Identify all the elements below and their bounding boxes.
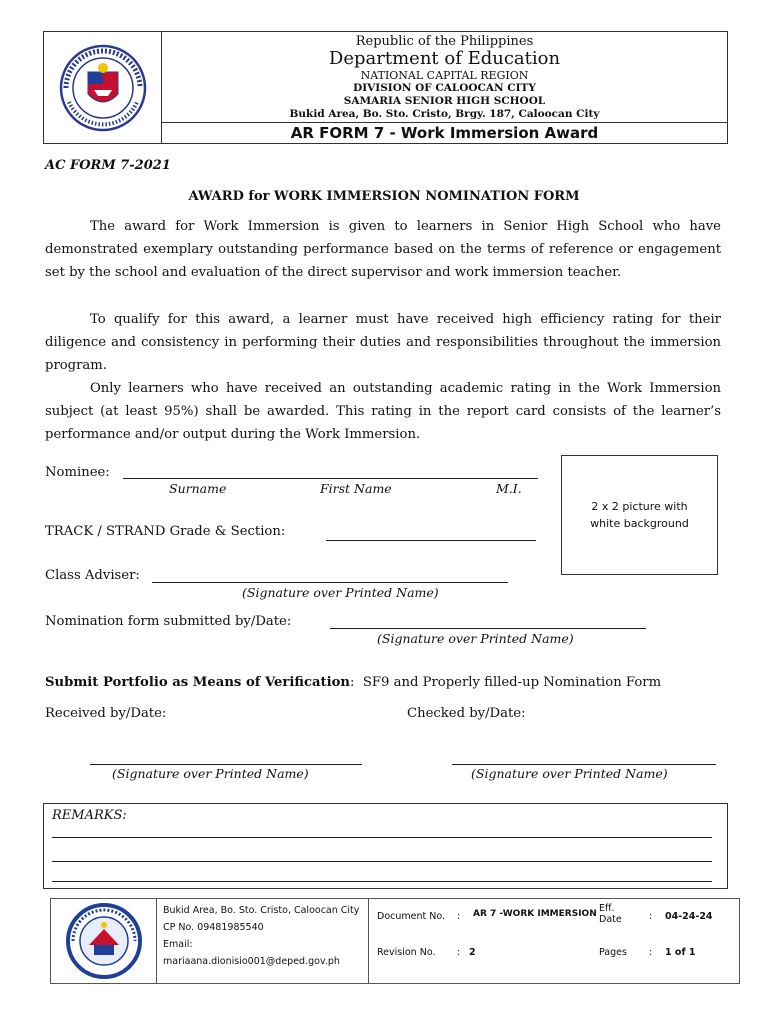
remarks-line-2[interactable] — [52, 847, 712, 862]
photo-box — [561, 455, 718, 575]
eff-date-label: Eff. Date — [599, 903, 622, 925]
adviser-label: Class Adviser: — [45, 568, 140, 583]
eff-date-colon: : — [649, 911, 653, 922]
pages-value: 1 of 1 — [665, 947, 696, 958]
footer-address: Bukid Area, Bo. Sto. Cristo, Caloocan City — [163, 905, 360, 916]
doc-info-cell — [369, 899, 739, 983]
portfolio-line: Submit Portfolio as Means of Verification: SF9 and Properly filled-up Nomination Form — [45, 675, 662, 690]
doc-no-value: AR 7 -WORK IMMERSION — [473, 909, 597, 919]
checked-label: Checked by/Date: — [407, 706, 526, 721]
doc-no-colon: : — [457, 911, 461, 922]
deped-seal-icon — [44, 32, 162, 143]
school-address: Bukid Area, Bo. Sto. Cristo, Brgy. 187, Caloocan City — [289, 108, 600, 120]
received-signature-line[interactable] — [90, 750, 362, 765]
department-title: Department of Education — [328, 48, 561, 69]
submitted-signature-caption: (Signature over Printed Name) — [377, 631, 574, 646]
remarks-line-3[interactable] — [52, 869, 712, 882]
deped-logo-cell — [44, 32, 162, 143]
checked-signature-caption: (Signature over Printed Name) — [471, 766, 668, 781]
first-name-caption: First Name — [320, 481, 392, 496]
surname-caption: Surname — [169, 481, 227, 496]
header-box — [43, 31, 728, 144]
pages-colon: : — [649, 947, 653, 958]
received-label: Received by/Date: — [45, 706, 167, 721]
portfolio-label: Submit Portfolio as Means of Verification — [45, 675, 351, 690]
remarks-box — [43, 803, 728, 889]
submitted-label: Nomination form submitted by/Date: — [45, 614, 292, 629]
remarks-label: REMARKS: — [52, 808, 127, 823]
republic-text: Republic of the Philippines — [355, 34, 534, 49]
footer-box — [50, 898, 740, 984]
mi-caption: M.I. — [496, 481, 522, 496]
nominee-input-line[interactable] — [123, 464, 538, 479]
adviser-signature-caption: (Signature over Printed Name) — [242, 585, 439, 600]
form-title: AR FORM 7 - Work Immersion Award — [162, 122, 727, 143]
school-logo-cell — [51, 899, 157, 983]
revision-colon: : — [457, 947, 461, 958]
remarks-line-1[interactable] — [52, 823, 712, 838]
paragraph-3: Only learners who have received an outstanding academic rating in the Work Immersion subject (at least 95%) shall be awarded. This rating in the report card consists of the learner’s performance and/or output during the Work Immersion. — [45, 381, 721, 443]
school-name: SAMARIA SENIOR HIGH SCHOOL — [343, 95, 546, 107]
track-label: TRACK / STRAND Grade & Section: — [45, 524, 286, 539]
paragraph-1: The award for Work Immersion is given to learners in Senior High School who have demonstrated exemplary outstanding performance based on the terms of reference or engagement set by the school and evaluation of the direct supervisor and work immersion teacher. — [45, 219, 721, 281]
track-input-line[interactable] — [326, 526, 536, 541]
header-text — [162, 32, 727, 122]
footer-cp: CP No. 09481985540 — [163, 922, 264, 933]
footer-email[interactable]: mariaana.dionisio001@deped.gov.ph — [163, 956, 340, 967]
region-text: NATIONAL CAPITAL REGION — [360, 69, 529, 82]
pages-label: Pages — [599, 947, 627, 958]
eff-date-value: 04-24-24 — [665, 911, 713, 922]
received-signature-caption: (Signature over Printed Name) — [112, 766, 309, 781]
paragraph-2: To qualify for this award, a learner must have received high efficiency rating for their diligence and consistency in performing their duties and responsibilities throughout the immersion program. — [45, 312, 721, 374]
footer-email-label: Email: — [163, 939, 193, 950]
portfolio-value: SF9 and Properly filled-up Nomination Form — [362, 675, 662, 690]
adviser-input-line[interactable] — [152, 568, 508, 583]
division-text: DIVISION OF CALOOCAN CITY — [353, 82, 536, 94]
nominee-label: Nominee: — [45, 465, 110, 480]
revision-value: 2 — [469, 947, 476, 958]
submitted-input-line[interactable] — [330, 614, 646, 629]
photo-text: 2 x 2 picture with white background — [590, 500, 689, 530]
doc-no-label: Document No. — [377, 911, 446, 922]
contact-cell — [157, 899, 369, 983]
checked-signature-line[interactable] — [452, 750, 716, 765]
revision-label: Revision No. — [377, 947, 436, 958]
school-logo-icon — [51, 899, 157, 983]
form-heading: AWARD for WORK IMMERSION NOMINATION FORM — [188, 189, 580, 204]
form-code: AC FORM 7-2021 — [45, 158, 171, 173]
